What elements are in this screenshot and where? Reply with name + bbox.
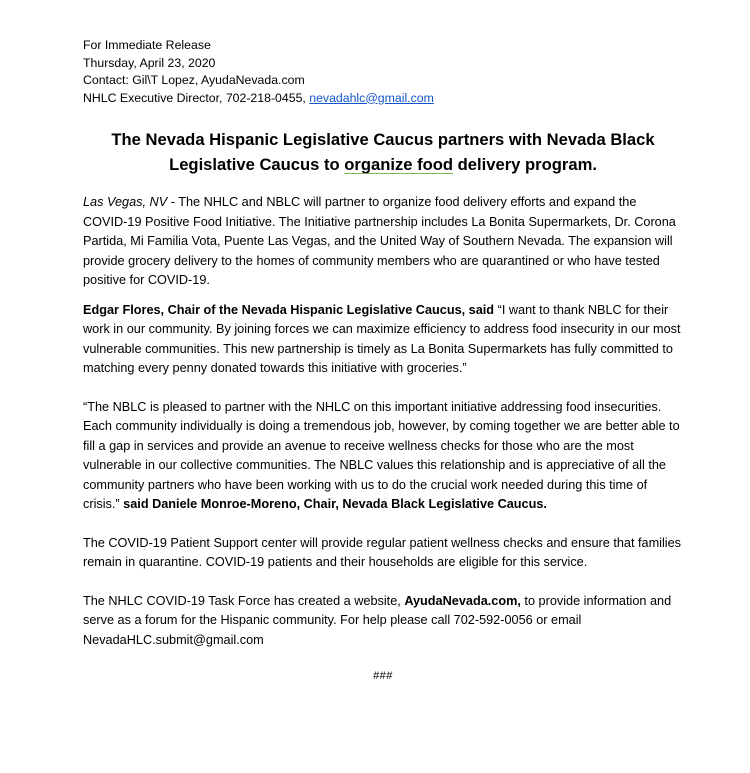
task-force-text-end: to provide information and serve as a forum for the Hispanic community. For help please call 702-592-0056 or email NevadaHLC.submit@gmail.com (83, 593, 672, 647)
director-line (83, 90, 683, 108)
paragraph-patient-support: The COVID-19 Patient Support center will provide regular patient wellness checks and ensure that families remain in quarantine. COVID-19 patients and their households are eligible for this service. (83, 535, 682, 569)
title-text-underlined: organize food (344, 155, 454, 174)
flores-speaker: Edgar Flores, Chair of the Nevada Hispanic Legislative Caucus, said (83, 302, 495, 317)
paragraph-nblc-quote (83, 398, 683, 515)
title-text-end: delivery program. (453, 155, 597, 174)
end-mark: ### (373, 670, 393, 682)
email-link[interactable]: nevadahlc@gmail.com (309, 90, 434, 105)
intro-text: - The NHLC and NBLC will partner to organize food delivery efforts and expand the COVID-19 Positive Food Initiative. The Initiative partnership includes La Bonita Supermarkets, Dr. Corona Partida, Mi Familia Vota, Puente Las Vegas, and the United Way of Southern Nevada. The expansion will provide grocery delivery to the homes of community members who are quarantined or who have tested positive for COVID-19. (83, 195, 676, 287)
paragraph-intro (83, 193, 683, 291)
nblc-quote: “The NBLC is pleased to partner with the NHLC on this important initiative addressing food insecurities. Each community individually is doing a tremendous job, however, by coming together we are better able to fill a gap in services and provide an avenue to receive wellness checks for those who are the most vulnerable in our collective communities. The NBLC values this relationship and is appreciative of all the community partners who have been working with us to do the crucial work needed during this time of crisis.” (83, 399, 680, 511)
website-name: AyudaNevada.com, (404, 593, 521, 608)
press-release-document (83, 37, 683, 682)
dateline-location: Las Vegas, NV (83, 195, 168, 209)
release-date: Thursday, April 23, 2020 (83, 55, 216, 70)
director-text: NHLC Executive Director, 702-218-0455, (83, 90, 310, 105)
release-label: For Immediate Release (83, 38, 211, 52)
task-force-text-start: The NHLC COVID-19 Task Force has created a website, (83, 593, 405, 608)
release-header (83, 37, 683, 107)
nblc-attribution: said Daniele Monroe-Moreno, Chair, Nevada Black Legislative Caucus. (119, 497, 547, 511)
title-text-start: The Nevada Hispanic Legislative Caucus partners with Nevada Black Legislative Caucus to (111, 130, 655, 174)
paragraph-task-force (83, 592, 683, 651)
flores-quote: “I want to thank NBLC for their work in our community. By joining forces we can maximize efficiency to address food insecurity in our most vulnerable communities. This new partnership is timely as La Bonita Supermarkets has fully committed to matching every penny donated towards this initiative with groceries.” (83, 302, 681, 375)
page-title (75, 127, 691, 177)
contact-line: Contact: Gil\T Lopez, AyudaNevada.com (83, 73, 305, 87)
paragraph-flores-quote (83, 301, 683, 379)
